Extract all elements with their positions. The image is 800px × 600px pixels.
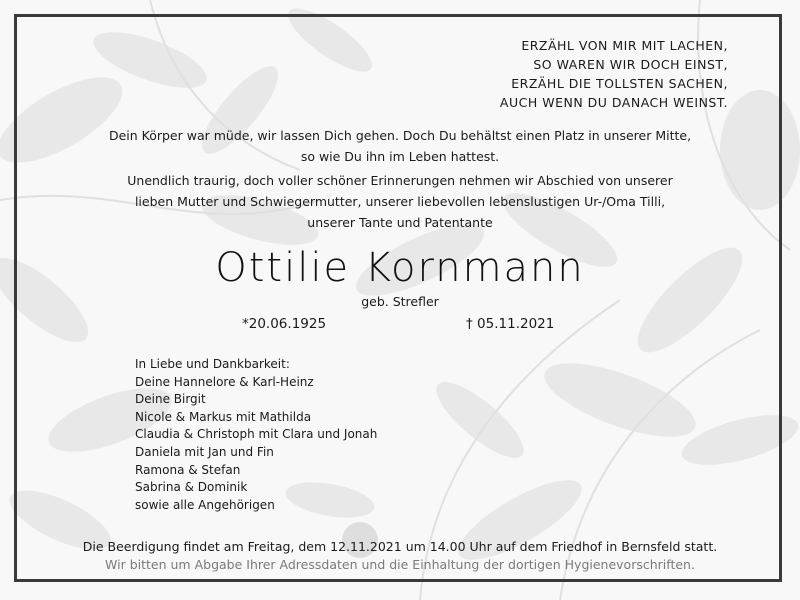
mourner-entry: Deine Birgit [135,392,206,407]
intro-line: Dein Körper war müde, wir lassen Dich gehen. Doch Du behältst einen Platz in unserer Mitte, [108,128,692,143]
intro-paragraph [40,125,760,167]
mourner-entry: sowie alle Angehörigen [135,497,275,512]
birth-name: geb. Strefler [361,294,439,309]
death-date: † 05.11.2021 [466,316,555,332]
mourner-entry: Sabrina & Dominik [135,480,248,495]
mourner-entry: Deine Hannelore & Karl-Heinz [135,374,314,389]
farewell-line: unserer Tante und Patentante [307,215,493,230]
mourner-entry: Claudia & Christoph mit Clara und Jonah [135,427,378,442]
funeral-notice: Die Beerdigung findet am Freitag, dem 12.11.2021 um 14.00 Uhr auf dem Friedhof in Bernsfeld statt. [82,539,718,554]
farewell-line: Unendlich traurig, doch voller schöner Erinnerungen nehmen wir Abschied von unserer [127,173,673,188]
mourner-entry: Nicole & Markus mit Mathilda [135,409,312,424]
farewell-line: lieben Mutter und Schwiegermutter, unserer liebevollen lebenslustigen Ur-/Oma Tilli, [134,194,666,209]
mourners-list [135,356,377,514]
hygiene-request: Wir bitten um Abgabe Ihrer Adressdaten und die Einhaltung der dortigen Hygienevorschriften. [105,557,695,572]
intro-line: so wie Du ihn im Leben hattest. [300,149,500,164]
poem-line: ERZÄHL VON MIR MIT LACHEN, [521,38,728,53]
birth-date: *20.06.1925 [242,316,327,332]
poem-line: SO WAREN WIR DOCH EINST, [533,57,728,72]
deceased-name: Ottilie Kornmann [215,245,585,291]
mourner-entry: Daniela mit Jan und Fin [135,444,274,459]
poem-line: ERZÄHL DIE TOLLSTEN SACHEN, [511,76,728,91]
poem-line: AUCH WENN DU DANACH WEINST. [499,95,728,110]
farewell-paragraph [40,170,760,233]
mourners-heading: In Liebe und Dankbarkeit: [135,357,290,371]
poem [308,36,728,112]
mourner-entry: Ramona & Stefan [135,462,241,477]
